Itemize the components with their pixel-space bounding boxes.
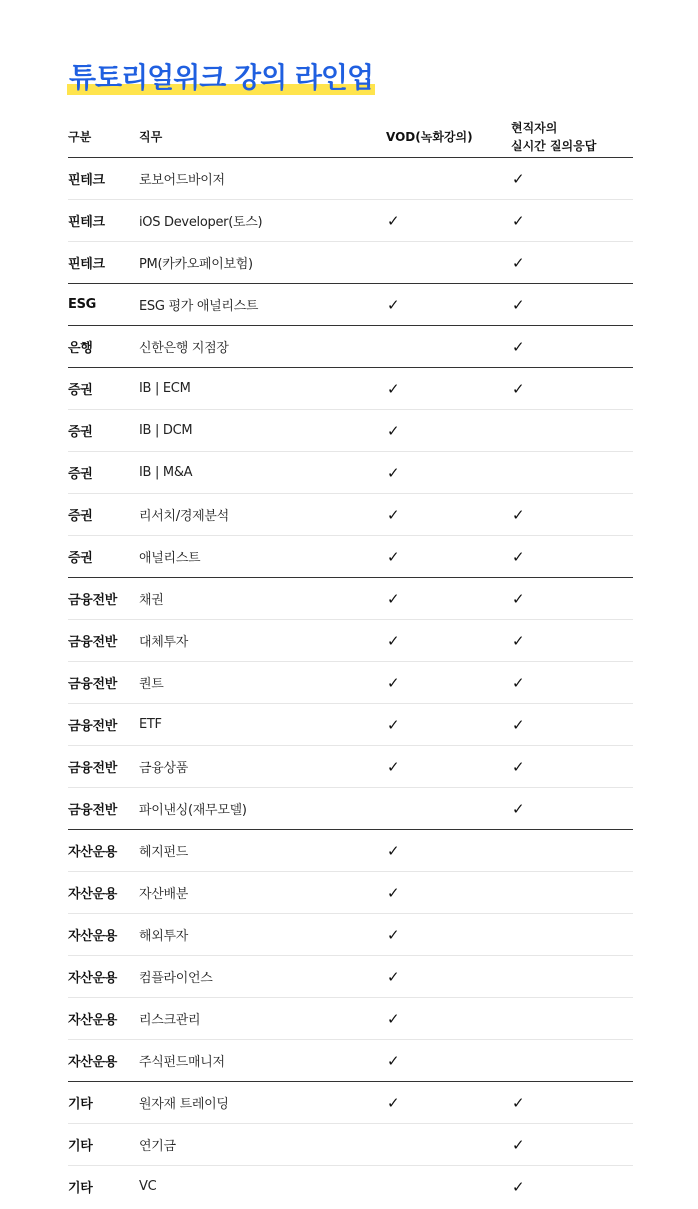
table-row [68,1166,633,1208]
row-job: IB | M&A [139,452,386,494]
live-qa-check-icon: ✓ [511,662,633,704]
table-row [68,746,633,788]
row-job: 신한은행 지점장 [139,326,386,368]
row-job: 헤지펀드 [139,830,386,872]
live-qa-empty-cell [511,872,633,914]
header-live [511,116,633,158]
vod-check-icon: ✓ [386,872,511,914]
row-category: 증권 [68,536,139,578]
table-row [68,914,633,956]
vod-check-icon: ✓ [386,536,511,578]
vod-check-icon: ✓ [386,704,511,746]
row-job: PM(카카오페이보험) [139,242,386,284]
table-row [68,326,633,368]
table-row [68,536,633,578]
row-job: 해외투자 [139,914,386,956]
header-vod: VOD(녹화강의) [386,116,511,158]
vod-check-icon: ✓ [386,410,511,452]
live-qa-empty-cell [511,1040,633,1082]
row-category: 금융전반 [68,620,139,662]
live-qa-check-icon: ✓ [511,704,633,746]
table-row [68,452,633,494]
row-category: 증권 [68,452,139,494]
table-row [68,956,633,998]
vod-check-icon: ✓ [386,368,511,410]
table-row [68,704,633,746]
row-job: 대체투자 [139,620,386,662]
row-job: VC [139,1179,157,1194]
live-qa-check-icon: ✓ [511,242,633,284]
vod-check-icon: ✓ [386,1082,511,1124]
row-job: 채권 [139,578,386,620]
vod-empty-cell [386,326,511,368]
row-category: ESG [68,284,139,326]
live-qa-check-icon: ✓ [511,200,633,242]
live-qa-check-icon: ✓ [511,284,633,326]
table-header-row [68,116,633,158]
row-job: iOS Developer(토스) [139,200,386,242]
vod-check-icon: ✓ [386,284,511,326]
header-live-line1: 현직자의 [511,120,558,135]
row-category: 자산운용 [68,872,139,914]
live-qa-check-icon: ✓ [511,746,633,788]
row-category: 기타 [68,1124,139,1166]
live-qa-check-icon: ✓ [511,494,633,536]
vod-empty-cell [386,1124,511,1166]
row-job: 로보어드바이저 [139,158,386,200]
table-row [68,1124,633,1166]
live-qa-check-icon: ✓ [511,1124,633,1166]
row-category: 자산운용 [68,830,139,872]
vod-check-icon: ✓ [386,200,511,242]
row-category: 금융전반 [68,704,139,746]
table-row [68,872,633,914]
vod-check-icon: ✓ [386,956,511,998]
vod-check-icon: ✓ [386,830,511,872]
row-category: 금융전반 [68,578,139,620]
row-job: 리스크관리 [139,998,386,1040]
lecture-lineup-table [68,116,633,1207]
live-qa-check-icon: ✓ [511,788,633,830]
vod-empty-cell [386,242,511,284]
live-qa-empty-cell [511,410,633,452]
table-row [68,368,633,410]
table-row [68,578,633,620]
row-job: ETF [139,704,386,746]
vod-check-icon: ✓ [386,1040,511,1082]
row-category: 은행 [68,326,139,368]
row-category: 증권 [68,368,139,410]
live-qa-check-icon: ✓ [511,368,633,410]
row-job: 퀀트 [139,662,386,704]
row-job: 자산배분 [139,872,386,914]
vod-check-icon: ✓ [386,998,511,1040]
title-block [69,60,373,96]
live-qa-empty-cell [511,830,633,872]
vod-check-icon: ✓ [386,620,511,662]
live-qa-empty-cell [511,956,633,998]
table-row [68,788,633,830]
live-qa-empty-cell [511,452,633,494]
vod-empty-cell [386,788,511,830]
header-job: 직무 [139,116,386,158]
row-job: 금융상품 [139,746,386,788]
row-category: 증권 [68,494,139,536]
live-qa-check-icon: ✓ [511,578,633,620]
table-row [68,998,633,1040]
live-qa-empty-cell [511,998,633,1040]
page-title-text: 튜토리얼위크 강의 라인업 [69,61,374,94]
row-category: 핀테크 [68,158,139,200]
row-category: 금융전반 [68,788,139,830]
table-row [68,410,633,452]
row-category: 핀테크 [68,242,139,284]
row-category: 금융전반 [68,662,139,704]
live-qa-check-icon: ✓ [511,1082,633,1124]
table-row [68,662,633,704]
row-job: 파이낸싱(재무모델) [139,788,386,830]
row-job: IB | ECM [139,368,386,410]
row-job: 원자재 트레이딩 [139,1082,386,1124]
row-job: 연기금 [139,1124,386,1166]
header-live-line2: 실시간 질의응답 [511,138,597,153]
live-qa-empty-cell [511,914,633,956]
vod-check-icon: ✓ [386,662,511,704]
row-category: 기타 [68,1082,139,1124]
table-row [68,284,633,326]
row-job: 애널리스트 [139,536,386,578]
live-qa-check-icon: ✓ [512,1177,525,1196]
vod-check-icon: ✓ [386,746,511,788]
live-qa-check-icon: ✓ [511,620,633,662]
row-job: 컴플라이언스 [139,956,386,998]
vod-empty-cell [386,158,511,200]
table-row [68,830,633,872]
row-category: 자산운용 [68,914,139,956]
vod-check-icon: ✓ [386,914,511,956]
table-row [68,200,633,242]
row-category: 기타 [68,1181,93,1196]
table-body [68,158,633,1208]
header-category: 구분 [68,116,139,158]
vod-check-icon: ✓ [386,452,511,494]
row-job: ESG 평가 애널리스트 [139,284,386,326]
table-row [68,620,633,662]
table-row [68,242,633,284]
row-category: 자산운용 [68,1040,139,1082]
vod-check-icon: ✓ [386,494,511,536]
live-qa-check-icon: ✓ [511,158,633,200]
table-row [68,1040,633,1082]
live-qa-check-icon: ✓ [511,536,633,578]
row-category: 금융전반 [68,746,139,788]
live-qa-check-icon: ✓ [511,326,633,368]
row-job: 주식펀드매니저 [139,1040,386,1082]
table-row [68,1082,633,1124]
page-title [69,60,373,96]
row-category: 핀테크 [68,200,139,242]
vod-check-icon: ✓ [386,578,511,620]
row-job: 리서치/경제분석 [139,494,386,536]
row-job: IB | DCM [139,410,386,452]
row-category: 자산운용 [68,998,139,1040]
table-row [68,158,633,200]
table-row [68,494,633,536]
row-category: 자산운용 [68,956,139,998]
vod-empty-cell [386,1166,511,1208]
row-category: 증권 [68,410,139,452]
